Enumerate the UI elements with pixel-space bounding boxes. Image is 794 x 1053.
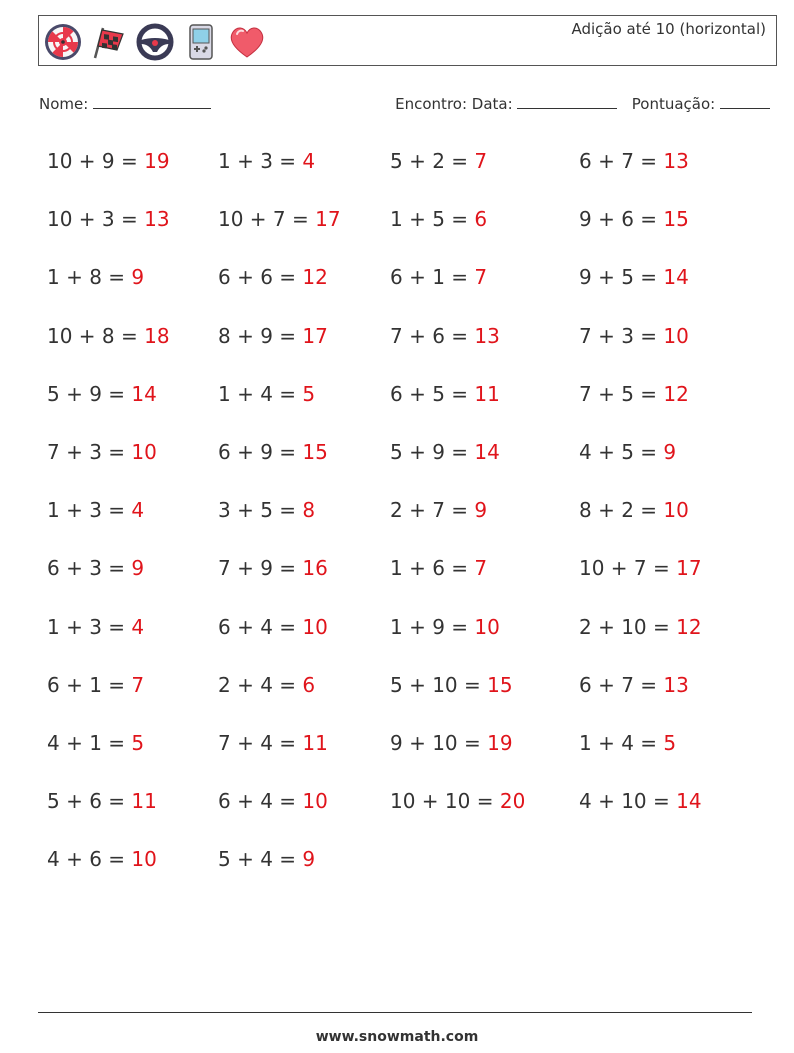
problem-item [579, 382, 689, 406]
problem-answer: 14 [676, 789, 702, 814]
problem-question: 6 + 6 = [218, 265, 303, 290]
problem-answer: 13 [474, 323, 500, 348]
problem-answer: 12 [676, 614, 702, 639]
problem-answer: 13 [663, 149, 689, 173]
problem-item [579, 149, 689, 173]
problem-question: 8 + 2 = [579, 498, 664, 523]
problem-question: 2 + 10 = [579, 614, 677, 639]
problem-answer: 6 [302, 672, 316, 697]
problem-answer: 9 [131, 265, 145, 290]
problem-answer: 7 [474, 556, 488, 581]
problem-question: 6 + 7 = [579, 149, 664, 173]
date-label: Data: [471, 95, 513, 113]
problem-answer: 13 [144, 207, 170, 232]
problem-item [218, 673, 315, 697]
problem-item [47, 382, 157, 406]
problem-answer: 4 [131, 498, 145, 523]
problem-item [390, 324, 500, 348]
problem-item [218, 207, 341, 231]
problem-answer: 10 [663, 498, 689, 523]
problem-question: 10 + 3 = [47, 207, 145, 232]
problem-answer: 9 [663, 440, 677, 464]
problem-question: 9 + 6 = [579, 207, 664, 232]
problem-question: 6 + 1 = [390, 265, 475, 290]
problem-answer: 18 [144, 323, 170, 348]
problem-question: 1 + 9 = [390, 614, 475, 639]
problem-answer: 14 [663, 265, 689, 290]
problem-question: 1 + 3 = [47, 614, 132, 639]
problem-answer: 10 [302, 614, 328, 639]
problem-question: 5 + 6 = [47, 789, 132, 814]
problem-question: 6 + 1 = [47, 672, 132, 697]
problem-answer: 19 [487, 731, 513, 755]
problem-question: 7 + 4 = [218, 731, 303, 755]
problem-answer: 10 [474, 614, 500, 639]
problem-answer: 8 [302, 498, 316, 523]
problem-item [579, 265, 689, 289]
problem-answer: 11 [474, 381, 500, 406]
problem-item [47, 440, 157, 464]
problem-item [390, 498, 487, 522]
problem-item [47, 149, 170, 173]
problem-item [218, 615, 328, 639]
problem-item [579, 731, 676, 755]
problem-answer: 7 [474, 265, 488, 290]
meeting-label: Encontro: [395, 95, 468, 113]
problem-item [390, 149, 487, 173]
worksheet-header [38, 15, 777, 66]
footer-divider [38, 1012, 752, 1013]
problem-item [218, 789, 328, 813]
problem-question: 6 + 4 = [218, 789, 303, 814]
problem-answer: 15 [663, 207, 689, 232]
problem-question: 1 + 8 = [47, 265, 132, 290]
problem-item [390, 207, 487, 231]
problem-item [218, 556, 328, 580]
problem-question: 9 + 10 = [390, 731, 488, 755]
problem-question: 7 + 5 = [579, 381, 664, 406]
problem-answer: 19 [144, 149, 170, 173]
problem-question: 4 + 10 = [579, 789, 677, 814]
problem-question: 6 + 4 = [218, 614, 303, 639]
problem-question: 1 + 4 = [579, 731, 664, 755]
problem-answer: 15 [487, 672, 513, 697]
problem-answer: 5 [302, 381, 316, 406]
problem-answer: 16 [302, 556, 328, 581]
handheld-console-icon [181, 22, 221, 62]
problem-answer: 7 [474, 149, 488, 173]
name-label: Nome: [39, 95, 89, 113]
problem-item [390, 673, 513, 697]
problem-question: 5 + 4 = [218, 847, 303, 872]
steering-wheel-icon [135, 22, 175, 62]
problem-item [47, 556, 144, 580]
problem-question: 10 + 10 = [390, 789, 500, 814]
checkered-flag-icon [89, 22, 129, 62]
problem-item [218, 498, 315, 522]
problem-item [47, 207, 170, 231]
problem-answer: 10 [302, 789, 328, 814]
problem-question: 7 + 3 = [47, 440, 132, 464]
problem-question: 10 + 9 = [47, 149, 145, 173]
problem-item [218, 149, 315, 173]
problem-answer: 12 [302, 265, 328, 290]
problem-question: 6 + 9 = [218, 440, 303, 464]
problem-question: 1 + 4 = [218, 381, 303, 406]
heart-icon [227, 22, 267, 62]
problem-item [579, 789, 702, 813]
name-field[interactable] [39, 94, 211, 113]
problem-question: 5 + 9 = [390, 440, 475, 464]
problem-question: 2 + 4 = [218, 672, 303, 697]
problem-answer: 13 [663, 672, 689, 697]
problem-item [218, 731, 328, 755]
problem-item [47, 324, 170, 348]
problem-item [47, 615, 144, 639]
problem-item [579, 556, 702, 580]
problem-item [390, 382, 500, 406]
footer-url[interactable]: www.snowmath.com [315, 1029, 479, 1045]
problem-item [218, 324, 328, 348]
problem-item [47, 498, 144, 522]
problem-question: 5 + 10 = [390, 672, 488, 697]
problem-item [390, 615, 500, 639]
problem-answer: 10 [131, 440, 157, 464]
problem-question: 1 + 5 = [390, 207, 475, 232]
problem-answer: 9 [131, 556, 145, 581]
problem-item [47, 265, 144, 289]
problem-answer: 10 [131, 847, 157, 872]
problem-question: 1 + 3 = [218, 149, 303, 173]
problem-answer: 14 [131, 381, 157, 406]
problem-question: 10 + 7 = [218, 207, 316, 232]
problem-item [579, 207, 689, 231]
problem-answer: 20 [499, 789, 526, 814]
problem-question: 7 + 9 = [218, 556, 303, 581]
problem-item [390, 440, 500, 464]
problem-item [579, 673, 689, 697]
problem-answer: 5 [131, 731, 145, 755]
problem-answer: 12 [663, 381, 689, 406]
name-blank[interactable] [93, 94, 211, 109]
date-blank[interactable] [517, 94, 617, 109]
problem-question: 6 + 7 = [579, 672, 664, 697]
problem-item [218, 265, 328, 289]
problem-answer: 11 [302, 731, 328, 755]
dartboard-icon [43, 22, 83, 62]
problem-answer: 15 [302, 440, 328, 464]
problem-answer: 10 [663, 323, 689, 348]
problem-answer: 7 [131, 672, 145, 697]
problem-answer: 17 [315, 207, 341, 232]
problem-answer: 9 [302, 847, 316, 872]
score-blank[interactable] [720, 94, 770, 109]
problem-question: 7 + 3 = [579, 323, 664, 348]
score-label: Pontuação: [631, 95, 716, 113]
problem-question: 10 + 7 = [579, 556, 677, 581]
problem-item [390, 556, 487, 580]
meeting-fields [395, 94, 770, 113]
problem-item [390, 731, 513, 755]
problem-answer: 9 [474, 498, 488, 523]
problem-question: 2 + 7 = [390, 498, 475, 523]
problem-answer: 14 [474, 440, 500, 464]
problem-answer: 17 [302, 323, 328, 348]
problem-item [579, 324, 689, 348]
problem-item [47, 673, 144, 697]
problem-question: 3 + 5 = [218, 498, 303, 523]
problem-item [579, 498, 689, 522]
problem-answer: 17 [676, 556, 702, 581]
problem-question: 5 + 9 = [47, 381, 132, 406]
problem-answer: 5 [663, 731, 677, 755]
problem-question: 8 + 9 = [218, 323, 303, 348]
problem-item [47, 847, 157, 871]
problem-question: 5 + 2 = [390, 149, 475, 173]
problem-item [47, 789, 157, 813]
problem-question: 1 + 3 = [47, 498, 132, 523]
problem-question: 9 + 5 = [579, 265, 664, 290]
problem-item [218, 382, 315, 406]
problem-question: 10 + 8 = [47, 323, 145, 348]
problem-question: 4 + 5 = [579, 440, 664, 464]
problem-item [390, 265, 487, 289]
problem-question: 4 + 6 = [47, 847, 132, 872]
problem-answer: 11 [131, 789, 157, 814]
problem-answer: 6 [474, 207, 488, 232]
worksheet-title: Adição até 10 (horizontal) [571, 20, 766, 38]
problem-item [579, 440, 676, 464]
header-icons [43, 22, 267, 62]
problem-item [47, 731, 144, 755]
problem-question: 1 + 6 = [390, 556, 475, 581]
problem-answer: 4 [131, 614, 145, 639]
problem-item [579, 615, 702, 639]
problem-item [390, 789, 525, 813]
problem-item [218, 440, 328, 464]
problem-question: 7 + 6 = [390, 323, 475, 348]
problem-answer: 4 [302, 149, 316, 173]
problem-item [218, 847, 315, 871]
problem-question: 6 + 3 = [47, 556, 132, 581]
problem-question: 6 + 5 = [390, 381, 475, 406]
problem-question: 4 + 1 = [47, 731, 132, 755]
